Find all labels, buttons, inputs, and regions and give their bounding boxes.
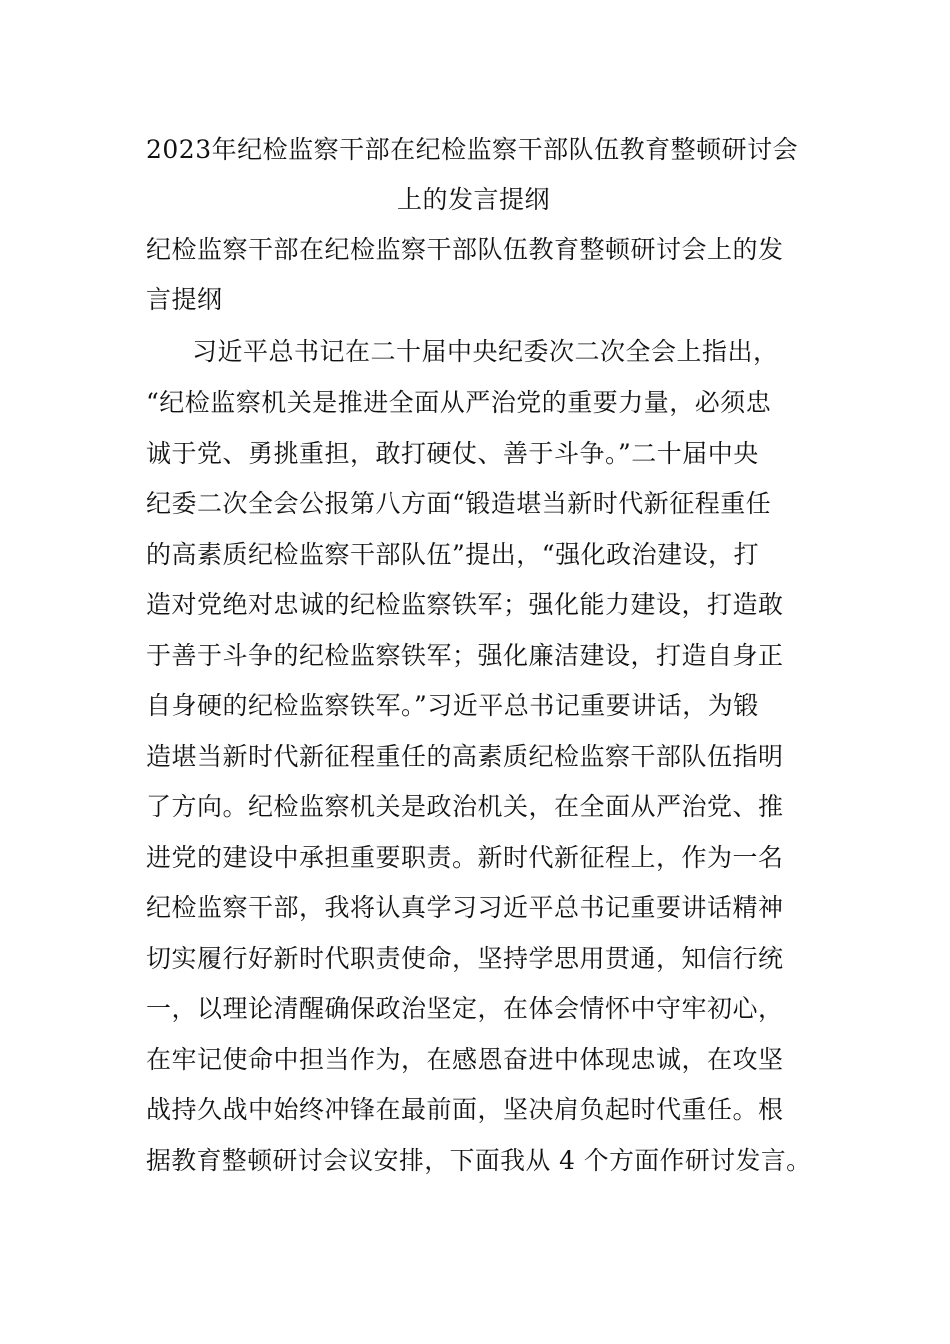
body-line: 诚于党、勇挑重担，敢打硬仗、善于斗争。”二十届中央 [146,439,759,468]
body-line: 了方向。纪检监察机关是政治机关，在全面从严治党、推 [146,792,784,821]
body-line: 纪委二次全会公报第八方面“锻造堪当新时代新征程重任 [146,489,772,518]
body-line: 在牢记使命中担当作为，在感恩奋进中体现忠诚，在攻坚 [146,1045,784,1074]
body-line: 习近平总书记在二十届中央纪委次二次全会上指出， [192,337,779,366]
subtitle-line-2: 言提纲 [146,285,223,314]
body-line: 据教育整顿研讨会议安排，下面我从 4 个方面作研讨发言。 [146,1146,812,1175]
body-line: “纪检监察机关是推进全面从严治党的重要力量，必须忠 [146,388,772,417]
body-line: 进党的建设中承担重要职责。新时代新征程上，作为一名 [146,843,784,872]
body-line: 于善于斗争的纪检监察铁军；强化廉洁建设，打造自身正 [146,641,784,670]
body-line: 造堪当新时代新征程重任的高素质纪检监察干部队伍指明 [146,742,784,771]
body-line: 的高素质纪检监察干部队伍”提出，“强化政治建设，打 [146,540,760,569]
title-line-2: 上的发言提纲 [397,185,551,214]
body-line: 一，以理论清醒确保政治坚定，在体会情怀中守牢初心， [146,994,784,1023]
body-line: 纪检监察干部，我将认真学习习近平总书记重要讲话精神 [146,893,784,922]
body-line: 战持久战中始终冲锋在最前面，坚决肩负起时代重任。根 [146,1095,784,1124]
title-line-1: 2023年纪检监察干部在纪检监察干部队伍教育整顿研讨会 [146,135,799,164]
subtitle-line-1: 纪检监察干部在纪检监察干部队伍教育整顿研讨会上的发 [146,235,784,264]
body-line: 自身硬的纪检监察铁军。”习近平总书记重要讲话，为锻 [146,691,759,720]
body-line: 造对党绝对忠诚的纪检监察铁军；强化能力建设，打造敢 [146,590,784,619]
body-line: 切实履行好新时代职责使命，坚持学思用贯通，知信行统 [146,944,784,973]
